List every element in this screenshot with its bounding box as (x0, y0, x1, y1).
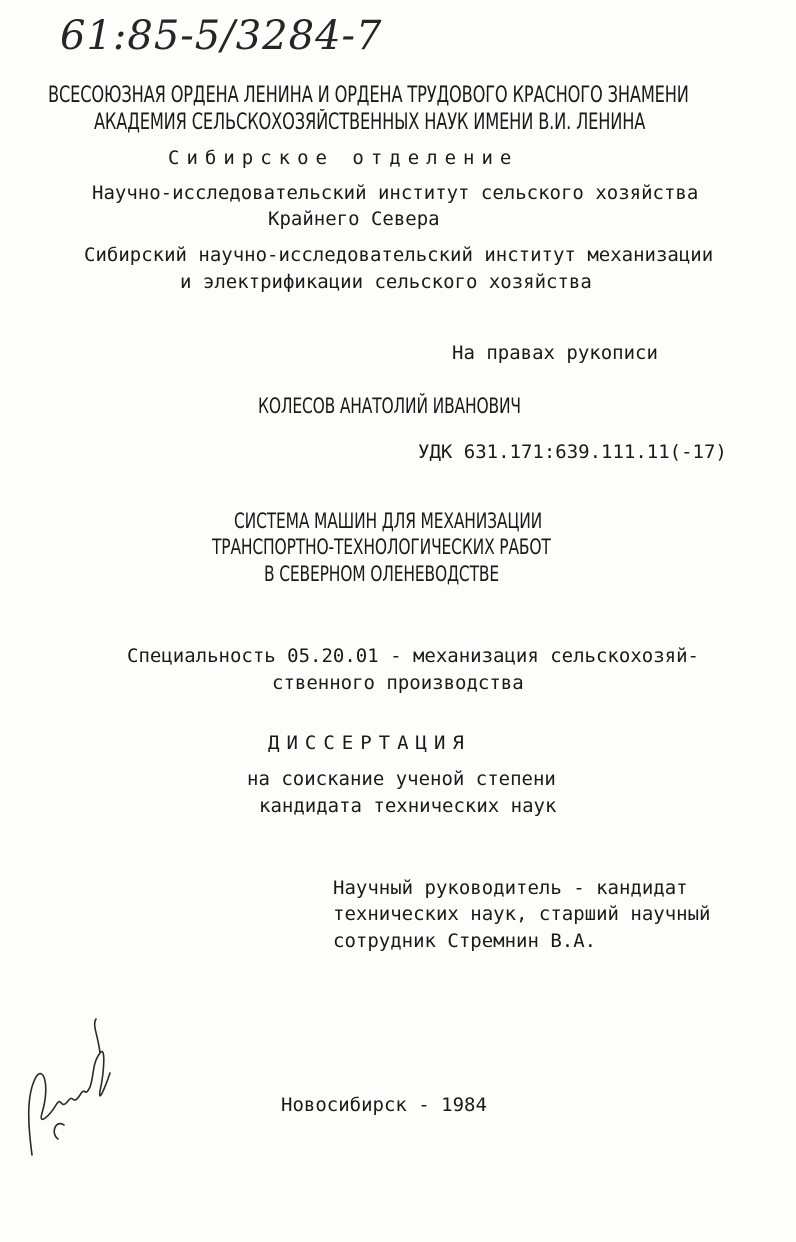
branch-name: Сибирское отделение (168, 147, 519, 169)
supervisor-line-2: технических наук, старший научный (333, 903, 711, 925)
specialty-line-2: ственного производства (272, 672, 524, 694)
title-line-2: ТРАНСПОРТНО-ТЕХНОЛОГИЧЕСКИХ РАБОТ (212, 535, 551, 559)
udc-code: УДК 631.171:639.111.11(-17) (418, 441, 727, 463)
institution-line-1: ВСЕСОЮЗНАЯ ОРДЕНА ЛЕНИНА И ОРДЕНА ТРУДОВОГО КРАСНОГО ЗНАМЕНИ (48, 83, 689, 108)
archive-number: 61:85-5/3284-7 (60, 13, 383, 59)
supervisor-line-3: сотрудник Стремнин В.А. (333, 930, 597, 952)
handwritten-signature (20, 1015, 120, 1165)
degree-line-2: кандидата технических наук (259, 795, 557, 817)
specialty-line-1: Специальность 05.20.01 - механизация сельскохозяй- (127, 645, 699, 667)
author-name: КОЛЕСОВ АНАТОЛИЙ ИВАНОВИЧ (258, 394, 521, 418)
dissertation-label: ДИССЕРТАЦИЯ (268, 732, 471, 754)
supervisor-line-1: Научный руководитель - кандидат (333, 877, 688, 899)
title-line-3: В СЕВЕРНОМ ОЛЕНЕВОДСТВЕ (264, 562, 499, 586)
title-line-1: СИСТЕМА МАШИН ДЛЯ МЕХАНИЗАЦИИ (234, 509, 543, 533)
institution-line-2: АКАДЕМИЯ СЕЛЬСКОХОЗЯЙСТВЕННЫХ НАУК ИМЕНИ В.И. ЛЕНИНА (94, 110, 646, 135)
institute-2-line-1: Сибирский научно-исследовательский институт механизации (84, 244, 714, 266)
place-and-year: Новосибирск - 1984 (281, 1094, 487, 1116)
institute-1-line-2: Крайнего Севера (268, 208, 440, 230)
manuscript-rights: На правах рукописи (452, 342, 658, 364)
degree-line-1: на соискание ученой степени (247, 768, 556, 790)
institute-1-line-1: Научно-исследовательский институт сельского хозяйства (92, 182, 699, 204)
institute-2-line-2: и электрификации сельского хозяйства (180, 271, 592, 293)
